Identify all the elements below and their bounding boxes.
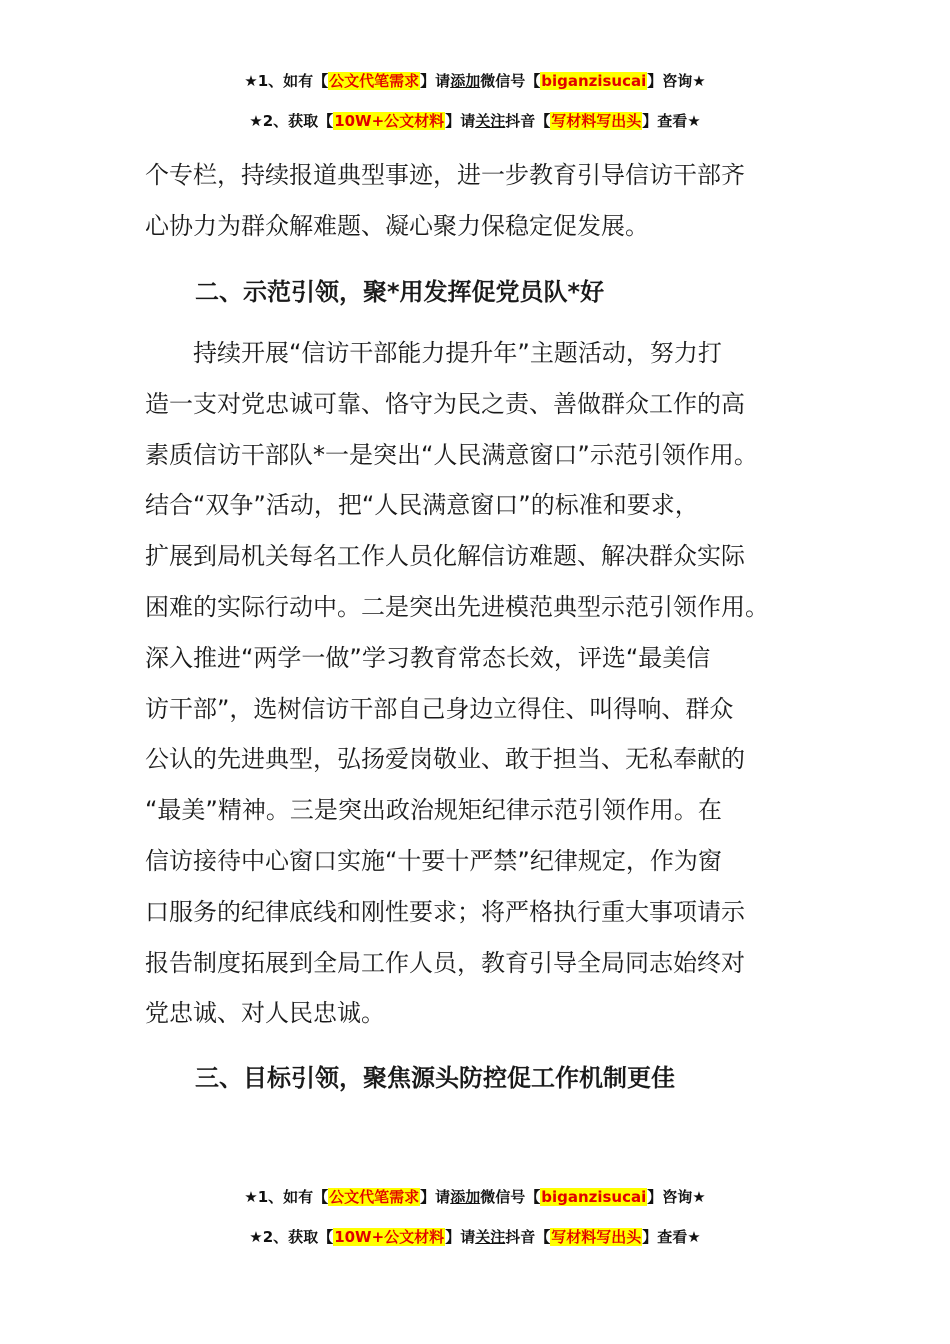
text-line: 访干部”，选树信访干部自己身边立得住、叫得响、群众	[145, 694, 734, 723]
text-line: 个专栏，持续报道典型事迹，进一步教育引导信访干部齐	[145, 161, 745, 189]
banner-text: 】咨询★	[647, 1188, 706, 1206]
promo-banner-bottom-line1	[0, 1186, 950, 1208]
banner-text: 微信号【	[480, 1188, 541, 1206]
banner-text: 】咨询★	[647, 72, 706, 90]
banner-text: 】请	[445, 1228, 476, 1246]
underlined-follow: 关注	[475, 112, 506, 130]
text-line: 党忠诚、对人民忠诚。	[145, 999, 385, 1028]
text-line: 困难的实际行动中。二是突出先进模范典型示范引领作用。	[145, 592, 769, 621]
underlined-follow: 关注	[475, 1228, 506, 1246]
text-line: 造一支对党忠诚可靠、恪守为民之责、善做群众工作的高	[145, 389, 745, 418]
text-line: 口服务的纪律底线和刚性要求；将严格执行重大事项请示	[145, 897, 745, 926]
banner-text: 】请	[420, 72, 451, 90]
banner-text: 抖音【	[505, 112, 551, 130]
text-line: 公认的先进典型，弘扬爱岗敬业、敢于担当、无私奉献的	[145, 745, 745, 774]
banner-text: 】请	[420, 1188, 451, 1206]
text-line: 报告制度拓展到全局工作人员，教育引导全局同志始终对	[145, 948, 745, 977]
highlight-douyin: 写材料写出头	[551, 1228, 642, 1246]
text-line: 心协力为群众解难题、凝心聚力保稳定促发展。	[145, 211, 649, 240]
text-line: 素质信访干部队*一是突出“人民满意窗口”示范引领作用。	[145, 440, 758, 469]
highlight-need: 公文代笔需求	[329, 1188, 420, 1206]
banner-text: ★2、获取【	[249, 1228, 334, 1246]
section-heading-2: 二、示范引领，聚*用发挥促党员队*好	[195, 278, 605, 306]
text-line: 扩展到局机关每名工作人员化解信访难题、解决群众实际	[145, 542, 745, 571]
banner-text: 】查看★	[642, 1228, 701, 1246]
section-heading-3: 三、目标引领，聚焦源头防控促工作机制更佳	[195, 1064, 675, 1092]
underlined-add: 添加	[450, 72, 481, 90]
text-line: 信访接待中心窗口实施“十要十严禁”纪律规定，作为窗	[145, 846, 722, 875]
promo-banner-bottom-line2	[0, 1226, 950, 1248]
highlight-wechat-id: biganzisucai	[541, 72, 647, 90]
text-line: 持续开展“信访干部能力提升年”主题活动，努力打	[145, 339, 722, 367]
banner-text: ★1、如有【	[244, 1188, 329, 1206]
banner-text: ★2、获取【	[249, 112, 334, 130]
highlight-materials: 10W+公文材料	[334, 1228, 445, 1246]
text-line: 结合“双争”活动，把“人民满意窗口”的标准和要求，	[145, 491, 699, 520]
intro-paragraph	[145, 150, 825, 252]
promo-banner-top-line2	[0, 110, 950, 132]
banner-text: 抖音【	[505, 1228, 551, 1246]
banner-text: 】请	[445, 112, 476, 130]
banner-text: 】查看★	[642, 112, 701, 130]
underlined-add: 添加	[450, 1188, 481, 1206]
text-line: “最美”精神。三是突出政治规矩纪律示范引领作用。在	[145, 796, 722, 825]
highlight-need: 公文代笔需求	[329, 72, 420, 90]
highlight-materials: 10W+公文材料	[334, 112, 445, 130]
highlight-wechat-id: biganzisucai	[541, 1188, 647, 1206]
promo-banner-top-line1	[0, 70, 950, 92]
banner-text: ★1、如有【	[244, 72, 329, 90]
text-line: 深入推进“两学一做”学习教育常态长效，评选“最美信	[145, 643, 711, 672]
highlight-douyin: 写材料写出头	[551, 112, 642, 130]
banner-text: 微信号【	[480, 72, 541, 90]
section-2-paragraph	[145, 328, 825, 1039]
